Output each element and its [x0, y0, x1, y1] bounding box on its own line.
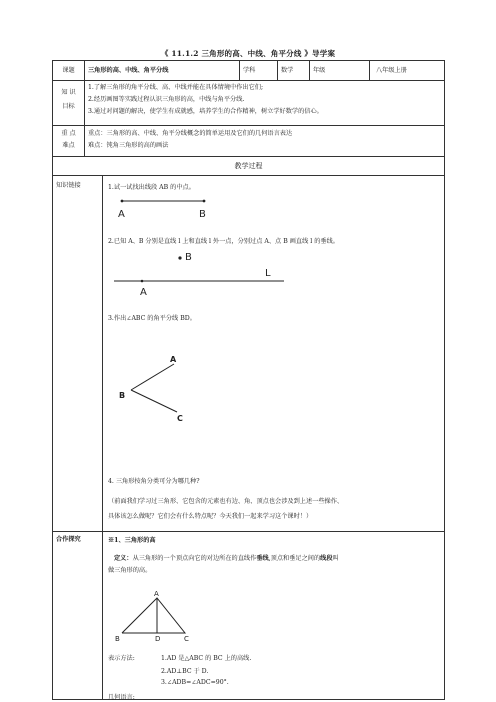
definition-text-c: 叫	[332, 555, 339, 562]
key-label-line-1: 重 点	[61, 130, 76, 137]
key-difficulty: 难点：钝角三角形的高的画法	[88, 142, 169, 149]
line-l-figure	[108, 250, 288, 300]
explore-label: 合作探究	[53, 532, 103, 699]
question-2: 2.已知 A、B 分别是直线 l 上和直线 l 外一点，分别过点 A、点 B 画直线 l 的垂线。	[108, 238, 339, 245]
point-a-label: A	[118, 209, 125, 220]
definition-title: 定义：	[114, 555, 133, 562]
goal-item: 2.经历画图等实践过程认识三角形的高，中线与角平分线.	[88, 96, 245, 103]
definition-bold-2: 线段	[320, 555, 333, 562]
key-row	[53, 126, 444, 157]
grade-value: 八年级上册	[376, 67, 407, 74]
goals-label-line-2: 目标	[62, 103, 75, 110]
goals-label-line-1: 知 识	[61, 89, 76, 96]
question-1: 1.试一试找出线段 AB 的中点。	[108, 184, 195, 191]
question-3: 3.作出∠ABC 的角平分线 BD。	[108, 315, 196, 322]
header-row	[53, 61, 444, 81]
goals-label	[53, 81, 85, 125]
line-l-label: L	[265, 268, 271, 279]
tri-point-b: B	[115, 635, 120, 643]
explore-heading: ※1、三角形的高	[108, 537, 156, 544]
key-content	[85, 126, 444, 156]
explore-row	[53, 532, 444, 699]
question-4: 4. 三角形按角分类可分为哪几种?	[108, 478, 200, 485]
subject-label: 学科	[240, 61, 278, 80]
segment-ab-figure	[108, 194, 218, 232]
point-a-label: A	[140, 287, 147, 298]
expression-3: 3.∠ADB=∠ADC=90°.	[161, 679, 229, 686]
geometry-language-label: 几何语言:	[108, 694, 135, 701]
document-title: 《 11.1.2 三角形的高、中线、角平分线 》导学案	[160, 49, 336, 58]
intro-note-line-2: 具体该怎么做呢？它们会有什么特点呢？今天我们一起来学习这个课时！）	[108, 513, 313, 520]
goal-item: 3.通过对问题的解决，使学生有成就感，培养学生的合作精神，树立学好数学的信心。	[88, 108, 323, 115]
tri-point-d: D	[155, 635, 161, 643]
lesson-table	[52, 60, 445, 700]
goals-row	[53, 81, 444, 126]
definition-text-b: ,顶点和垂足之间的	[268, 555, 321, 562]
tri-point-c: C	[184, 635, 189, 643]
tri-point-a: A	[154, 590, 159, 598]
subject-value: 数学	[278, 61, 310, 80]
grade-label: 年级	[310, 61, 370, 80]
link-row	[53, 176, 444, 532]
goal-item: 1.了解三角形的角平分线、高、中线并能在具体情境中作出它们;	[88, 84, 264, 91]
key-focus: 重点：三角形的高、中线、角平分线概念的简单运用及它们的几何语言表达	[88, 130, 293, 137]
expression-1: 1.AD 是△ABC 的 BC 上的高线.	[161, 655, 252, 662]
angle-point-b: B	[119, 391, 126, 400]
angle-point-a: A	[170, 355, 177, 364]
keti-value: 三角形的高、中线、角平分线	[85, 61, 240, 80]
definition-text-a: 从三角形的一个顶点向它的对边所在的直线作	[132, 555, 257, 562]
definition-line-2: 做三角形的高。	[108, 567, 152, 574]
keti-label: 课题	[53, 61, 85, 80]
triangle-height-figure	[108, 588, 208, 648]
key-label-line-2: 难点	[62, 142, 75, 149]
link-label: 知识链接	[53, 176, 103, 531]
expression-2: 2.AD⊥BC 于 D.	[161, 668, 209, 675]
definition-line-1	[114, 553, 339, 562]
expression-label: 表示方法:	[108, 655, 135, 662]
angle-abc-figure	[108, 326, 218, 422]
angle-point-c: C	[177, 414, 183, 422]
point-b-label: B	[185, 252, 192, 263]
process-title: 教学过程	[234, 162, 263, 170]
key-label	[53, 126, 85, 156]
definition-bold-1: 垂线	[256, 555, 269, 562]
intro-note-line-1: （前面我们学习过三角形、它包含的元素也有边、角、顶点也会涉及到上述一些操作、	[108, 498, 344, 505]
process-title-row	[53, 157, 444, 176]
point-b-label: B	[199, 209, 206, 220]
goals-content	[85, 81, 444, 125]
